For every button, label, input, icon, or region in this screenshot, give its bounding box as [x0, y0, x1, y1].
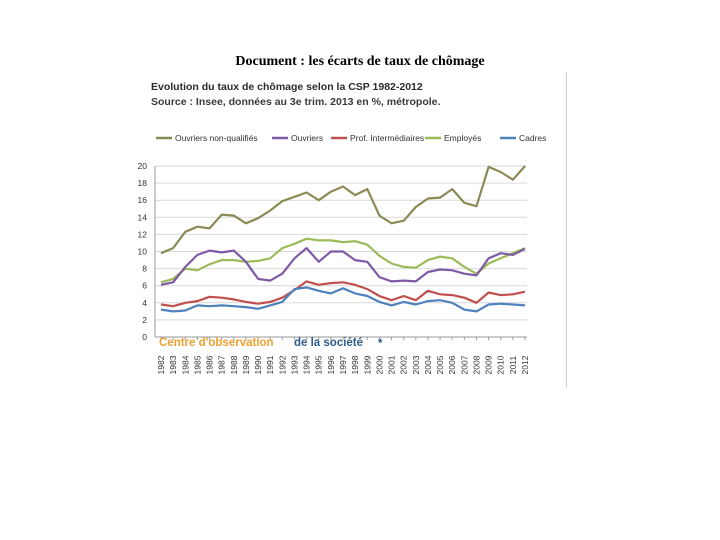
- x-tick-label: 2001: [386, 355, 397, 375]
- x-tick-label: 2010: [495, 355, 506, 375]
- x-tick-label: 1992: [277, 355, 288, 375]
- y-axis-ticks: [138, 161, 148, 342]
- x-tick-label: 1991: [265, 355, 276, 375]
- legend-label: Employés: [444, 133, 482, 143]
- watermark-part1: Centre d'observation: [159, 337, 274, 349]
- x-tick-label: 2000: [374, 355, 385, 375]
- x-tick-label: 2009: [483, 355, 494, 375]
- y-tick-label: 16: [137, 195, 147, 206]
- x-tick-label: 2004: [422, 355, 433, 375]
- x-tick-label: 2006: [447, 355, 458, 375]
- y-tick-label: 2: [142, 314, 147, 325]
- y-tick-label: 12: [137, 229, 147, 240]
- x-tick-label: 1993: [289, 355, 300, 375]
- legend-label: Ouvriers: [291, 133, 324, 143]
- series-line-3: [161, 239, 525, 283]
- series-line-0: [161, 166, 525, 253]
- y-tick-label: 14: [137, 212, 147, 223]
- x-tick-label: 1984: [180, 355, 191, 375]
- x-tick-label: 2003: [410, 355, 421, 375]
- watermark-star: *: [378, 338, 383, 350]
- x-tick-label: 2008: [471, 355, 482, 375]
- legend: [156, 133, 546, 143]
- x-tick-label: 1996: [325, 355, 336, 375]
- y-tick-label: 18: [137, 178, 147, 189]
- chart-title: Evolution du taux de chômage selon la CSP 1982-2012: [151, 81, 423, 93]
- x-tick-label: 1988: [228, 355, 239, 375]
- x-tick-label: 1986: [204, 355, 215, 375]
- y-tick-label: 8: [142, 263, 147, 274]
- x-tick-label: 2005: [435, 355, 446, 375]
- x-tick-label: 2007: [459, 355, 470, 375]
- document-title: Document : les écarts de taux de chômage: [235, 54, 485, 69]
- x-tick-label: 2002: [398, 355, 409, 375]
- x-tick-label: 1989: [240, 355, 251, 375]
- x-tick-label: 2011: [507, 355, 518, 375]
- x-tick-label: 1998: [350, 355, 361, 375]
- x-tick-label: 1985: [192, 355, 203, 375]
- x-tick-label: 2012: [520, 355, 530, 375]
- y-tick-label: 4: [142, 297, 147, 308]
- y-tick-label: 0: [142, 332, 147, 342]
- y-tick-label: 20: [137, 161, 147, 171]
- x-tick-label: 1995: [313, 355, 324, 375]
- x-tick-label: 1994: [301, 355, 312, 375]
- x-tick-label: 1982: [156, 355, 166, 375]
- x-tick-label: 1990: [253, 355, 264, 375]
- x-tick-label: 1987: [216, 355, 227, 375]
- x-tick-label: 1983: [168, 355, 179, 375]
- x-tick-label: 1997: [338, 355, 348, 375]
- watermark-part2: de la société: [294, 337, 364, 349]
- series-line-1: [161, 248, 525, 285]
- legend-label: Ouvriers non-qualifiés: [175, 133, 258, 143]
- series-lines: [161, 166, 525, 311]
- y-tick-label: 10: [137, 246, 147, 257]
- x-tick-label: 1999: [362, 355, 373, 375]
- chart-subtitle: Source : Insee, données au 3e trim. 2013 en %, métropole.: [151, 96, 441, 108]
- legend-label: Prof. Intermédiaires: [350, 133, 425, 143]
- legend-label: Cadres: [519, 133, 547, 143]
- y-tick-label: 6: [142, 280, 147, 291]
